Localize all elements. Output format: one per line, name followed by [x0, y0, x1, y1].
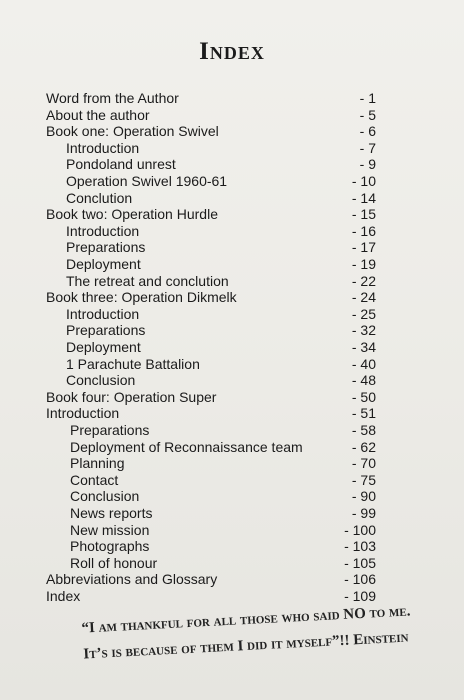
entry-label: Introduction: [66, 222, 140, 239]
entry-page-number: - 62: [351, 438, 376, 455]
entry-label: Photographs: [70, 538, 150, 555]
index-entry: [46, 405, 376, 422]
entry-label: Preparations: [66, 239, 146, 256]
entry-label: Word from the Author: [46, 90, 179, 106]
index-entry: [46, 123, 376, 140]
entry-page-number: - 48: [351, 372, 376, 389]
entry-page-number: - 40: [351, 355, 376, 372]
entry-label: The retreat and conclution: [66, 272, 229, 289]
entry-page-number: - 5: [359, 106, 376, 123]
entry-page-number: - 14: [351, 189, 376, 206]
index-entry: [66, 239, 376, 256]
entry-label: Book three: Operation Dikmelk: [46, 289, 237, 306]
index-entry: [66, 173, 376, 190]
entry-page-number: - 99: [351, 505, 376, 521]
entry-label: News reports: [70, 505, 153, 521]
entry-label: Preparations: [66, 322, 146, 339]
entry-page-number: - 24: [351, 289, 376, 306]
entry-page-number: - 103: [344, 538, 376, 555]
entry-label: Introduction: [46, 405, 120, 422]
index-entry: [70, 422, 376, 439]
entry-page-number: - 16: [351, 222, 376, 239]
index-entry: [66, 140, 376, 157]
entry-page-number: - 32: [351, 322, 376, 339]
entry-page-number: - 10: [351, 173, 376, 189]
index-entry: [70, 538, 376, 555]
entry-label: Book two: Operation Hurdle: [46, 206, 218, 223]
index-entry: [46, 107, 376, 124]
index-entry: [70, 555, 376, 572]
index-entry: [66, 322, 376, 339]
index-entry: [66, 339, 376, 356]
entry-page-number: - 34: [351, 339, 376, 355]
entry-page-number: - 25: [351, 305, 376, 322]
entry-label: Abbreviations and Glossary: [46, 571, 218, 588]
entry-label: Index: [46, 588, 81, 604]
entry-label: Introduction: [66, 305, 140, 322]
index-entry: [66, 190, 376, 207]
entry-page-number: - 15: [351, 206, 376, 223]
index-entry: [70, 522, 376, 539]
entry-label: Book one: Operation Swivel: [46, 123, 219, 140]
entry-label: Conclusion: [66, 372, 136, 389]
entry-page-number: - 70: [351, 455, 376, 472]
entry-label: Deployment: [66, 339, 141, 355]
entry-page-number: - 51: [351, 405, 376, 422]
index-title: Index: [199, 38, 265, 65]
index-entry: [70, 439, 376, 456]
index-entry: [46, 571, 376, 588]
index-entry: [66, 306, 376, 323]
index-entry: [70, 488, 376, 505]
entry-page-number: - 109: [344, 588, 376, 604]
index-entry: [66, 372, 376, 389]
entry-label: Introduction: [66, 139, 140, 156]
index-entry: [46, 289, 376, 306]
index-entry: [70, 505, 376, 522]
entry-page-number: - 90: [351, 488, 376, 505]
index-entry: [66, 156, 376, 173]
entry-label: Deployment: [66, 256, 141, 272]
entry-page-number: - 100: [344, 521, 376, 538]
entry-label: Conclusion: [70, 488, 140, 505]
index-entry: [70, 472, 376, 489]
index-entry: [66, 356, 376, 373]
entry-label: Roll of honour: [70, 554, 158, 571]
entry-label: 1 Parachute Battalion: [66, 355, 200, 372]
entry-page-number: - 106: [344, 571, 376, 588]
entry-page-number: - 17: [351, 239, 376, 256]
entry-page-number: - 6: [359, 123, 376, 140]
entry-page-number: - 58: [351, 422, 376, 438]
entry-page-number: - 19: [351, 256, 376, 272]
entry-label: Planning: [70, 455, 125, 472]
entry-page-number: - 50: [351, 388, 376, 405]
entry-page-number: - 1: [359, 90, 376, 106]
index-entry: [70, 455, 376, 472]
entry-label: Conclution: [66, 189, 133, 206]
entry-label: About the author: [46, 106, 150, 123]
index-entry: [66, 273, 376, 290]
entry-label: Book four: Operation Super: [46, 388, 217, 405]
index-entry: [46, 206, 376, 223]
entry-label: Deployment of Reconnaissance team: [70, 438, 303, 455]
entry-page-number: - 75: [351, 471, 376, 488]
entry-page-number: - 105: [344, 554, 376, 571]
index-entry: [46, 389, 376, 406]
index-entry: [46, 90, 376, 107]
entry-label: Preparations: [70, 422, 150, 438]
quote-line-1: “I am thankful for all those who said NO to me.: [81, 603, 411, 637]
entry-label: Operation Swivel 1960-61: [66, 173, 228, 189]
entry-label: New mission: [70, 521, 150, 538]
index-entry: [46, 588, 376, 605]
entry-page-number: - 22: [351, 272, 376, 289]
index-entry: [66, 256, 376, 273]
index-entry: [66, 223, 376, 240]
entry-label: Contact: [70, 471, 119, 488]
entry-label: Pondoland unrest: [66, 156, 176, 173]
quote-line-2: It’s is because of them I did it myself”!! Einstein: [83, 629, 409, 663]
entry-page-number: - 7: [359, 139, 376, 156]
entry-page-number: - 9: [359, 156, 376, 173]
